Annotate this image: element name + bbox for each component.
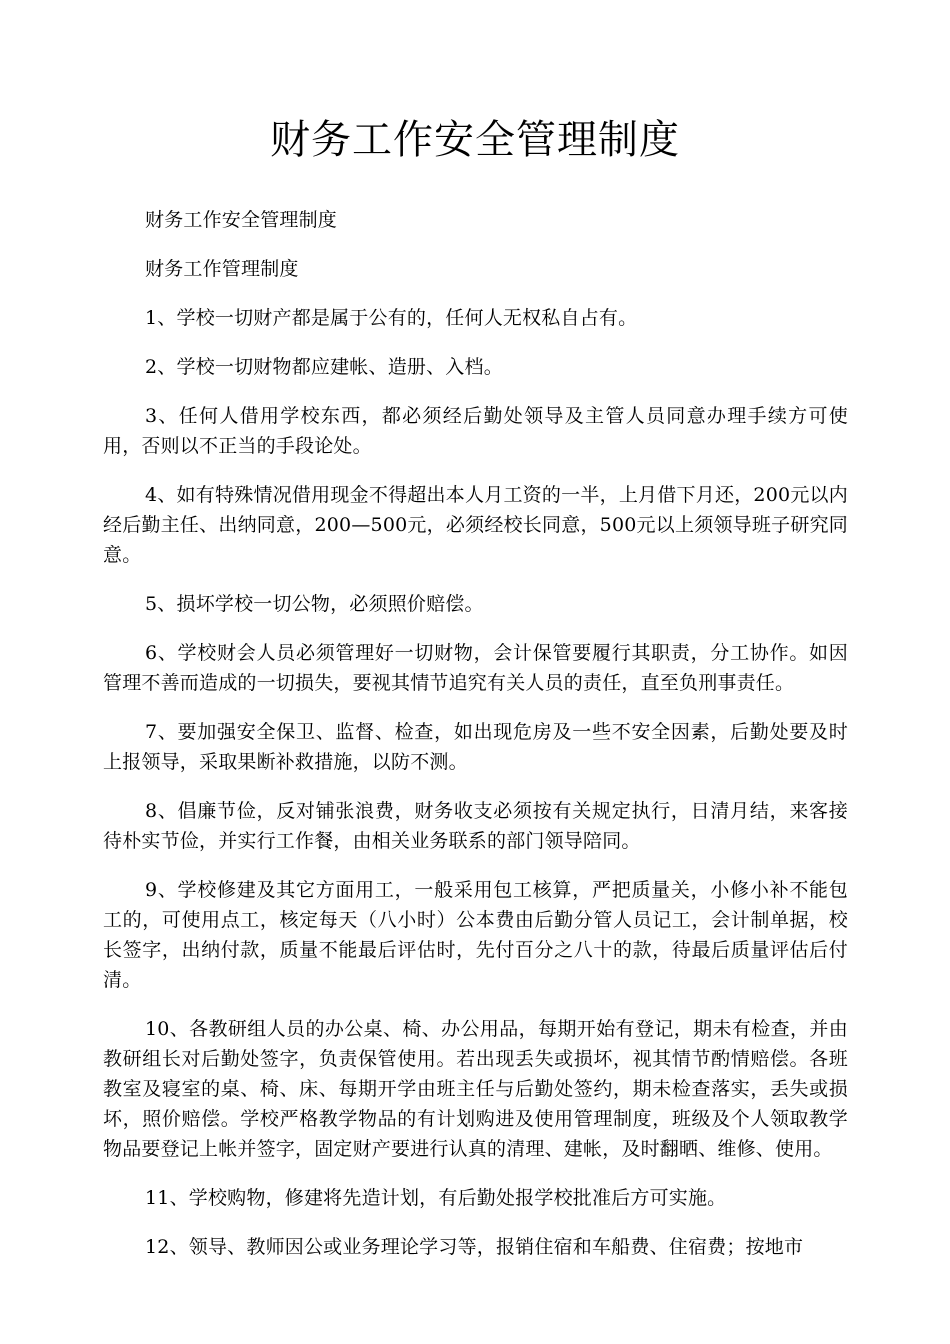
paragraph-item-2: 2、学校一切财物都应建帐、造册、入档。 <box>145 356 503 378</box>
paragraph-item-5: 5、损坏学校一切公物，必须照价赔偿。 <box>145 593 484 615</box>
paragraph-item-1: 1、学校一切财产都是属于公有的，任何人无权私自占有。 <box>145 307 638 329</box>
paragraph-item-6: 6、学校财会人员必须管理好一切财物，会计保管要履行其职责，分工协作。如因管理不善而造成的一切损失，要视其情节追究有关人员的责任，直至负刑事责任。 <box>103 642 848 694</box>
paragraph-item-3: 3、任何人借用学校东西，都必须经后勤处领导及主管人员同意办理手续方可使用，否则以不正当的手段论处。 <box>103 405 848 457</box>
paragraph-heading-1: 财务工作安全管理制度 <box>145 209 338 231</box>
paragraph-item-10: 10、各教研组人员的办公桌、椅、办公用品，每期开始有登记，期未有检查，并由教研组长对后勤处签字，负责保管使用。若出现丢失或损坏，视其情节酌情赔偿。各班教室及寝室的桌、椅、床、每期开学由班主任与后勤处签约，期未检查落实，丢失或损坏，照价赔偿。学校严格教学物品的有计划购进及使用管理制度，班级及个人领取教学物品要登记上帐并签字，固定财产要进行认真的清理、建帐，及时翻晒、维修、使用。 <box>103 1018 848 1160</box>
paragraph-item-7: 7、要加强安全保卫、监督、检查，如出现危房及一些不安全因素，后勤处要及时上报领导，采取果断补救措施，以防不测。 <box>103 721 848 773</box>
paragraph-item-11: 11、学校购物，修建将先造计划，有后勤处报学校批准后方可实施。 <box>145 1187 727 1209</box>
paragraph-item-4: 4、如有特殊情况借用现金不得超出本人月工资的一半，上月借下月还，200元以内经后勤主任、出纳同意，200—500元，必须经校长同意，500元以上须领导班子研究同意。 <box>103 484 848 566</box>
document-body <box>103 205 848 1281</box>
document-title: 财务工作安全管理制度 <box>270 117 680 163</box>
paragraph-heading-2: 财务工作管理制度 <box>145 258 299 280</box>
paragraph-item-8: 8、倡廉节俭，反对铺张浪费，财务收支必须按有关规定执行，日清月结，来客接待朴实节俭，并实行工作餐，由相关业务联系的部门领导陪同。 <box>103 800 848 852</box>
paragraph-item-9: 9、学校修建及其它方面用工，一般采用包工核算，严把质量关，小修小补不能包工的，可使用点工，核定每天（八小时）公本费由后勤分管人员记工，会计制单据，校长签字，出纳付款，质量不能最后评估时，先付百分之八十的款，待最后质量评估后付清。 <box>103 879 848 991</box>
paragraph-item-12: 12、领导、教师因公或业务理论学习等，报销住宿和车船费、住宿费；按地市 <box>145 1236 804 1258</box>
